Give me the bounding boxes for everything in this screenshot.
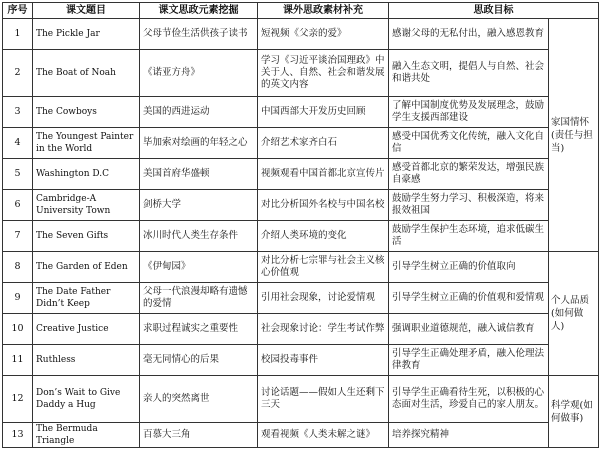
ideological-goal: 强调职业道德规范，融入诚信教育 bbox=[389, 314, 549, 345]
ideological-goal: 融入生态文明，提倡人与自然、社会和谐共处 bbox=[389, 50, 549, 97]
table-row bbox=[3, 376, 599, 423]
lesson-title: Ruthless bbox=[33, 345, 140, 376]
extra-material: 讨论话题——假如人生还剩下三天 bbox=[258, 376, 389, 423]
table-row bbox=[3, 50, 599, 97]
lesson-element: 冰川时代人类生存条件 bbox=[140, 221, 258, 252]
extra-material: 介绍艺术家齐白石 bbox=[258, 128, 389, 159]
table-row bbox=[3, 314, 599, 345]
row-number: 4 bbox=[3, 128, 33, 159]
extra-material: 观看视频《人类未解之谜》 bbox=[258, 423, 389, 448]
lesson-title: The Pickle Jar bbox=[33, 19, 140, 50]
ideological-goal: 感受首都北京的繁荣发达，增强民族自豪感 bbox=[389, 159, 549, 190]
row-number: 3 bbox=[3, 97, 33, 128]
header-material: 课外思政素材补充 bbox=[258, 3, 389, 19]
lesson-element: 百慕大三角 bbox=[140, 423, 258, 448]
extra-material: 中国西部大开发历史回顾 bbox=[258, 97, 389, 128]
lesson-title: Creative Justice bbox=[33, 314, 140, 345]
table-row bbox=[3, 19, 599, 50]
lesson-element: 剑桥大学 bbox=[140, 190, 258, 221]
header-row bbox=[3, 3, 599, 19]
header-title: 课文题目 bbox=[33, 3, 140, 19]
category-scientific-view: 科学观(如何做事) bbox=[549, 376, 599, 448]
table-row bbox=[3, 159, 599, 190]
row-number: 10 bbox=[3, 314, 33, 345]
row-number: 8 bbox=[3, 252, 33, 283]
ideological-goal: 培养探究精神 bbox=[389, 423, 549, 448]
lesson-title: The Youngest Painter in the World bbox=[33, 128, 140, 159]
table-row bbox=[3, 345, 599, 376]
extra-material: 短视频《父亲的爱》 bbox=[258, 19, 389, 50]
row-number: 1 bbox=[3, 19, 33, 50]
ideological-goal: 引导学生树立正确的价值取向 bbox=[389, 252, 549, 283]
lesson-element: 《诺亚方舟》 bbox=[140, 50, 258, 97]
ideological-goal: 鼓励学生保护生态环境，追求低碳生活 bbox=[389, 221, 549, 252]
row-number: 11 bbox=[3, 345, 33, 376]
lesson-element: 求职过程诚实之重要性 bbox=[140, 314, 258, 345]
lesson-title: Don’s Wait to Give Daddy a Hug bbox=[33, 376, 140, 423]
category-patriotism: 家国情怀(责任与担当) bbox=[549, 19, 599, 252]
ideological-goal: 引导学生树立正确的价值观和爱情观 bbox=[389, 283, 549, 314]
ideological-goal: 引导学生正确看待生死，以积极的心态面对生活，珍爱自己的家人朋友。 bbox=[389, 376, 549, 423]
lesson-element: 美国的西进运动 bbox=[140, 97, 258, 128]
ideological-goal: 引导学生正确处理矛盾，融入伦理法律教育 bbox=[389, 345, 549, 376]
extra-material: 引用社会现象，讨论爱情观 bbox=[258, 283, 389, 314]
table-row bbox=[3, 423, 599, 448]
header-element: 课文思政元素挖掘 bbox=[140, 3, 258, 19]
table-row bbox=[3, 97, 599, 128]
lesson-title: Cambridge-A University Town bbox=[33, 190, 140, 221]
lesson-title: The Bermuda Triangle bbox=[33, 423, 140, 448]
lesson-title: The Garden of Eden bbox=[33, 252, 140, 283]
extra-material: 学习《习近平谈治国理政》中关于人、自然、社会和谐发展的英文内容 bbox=[258, 50, 389, 97]
lesson-element: 父母节俭生活供孩子读书 bbox=[140, 19, 258, 50]
table-row bbox=[3, 190, 599, 221]
lesson-title: Washington D.C bbox=[33, 159, 140, 190]
row-number: 5 bbox=[3, 159, 33, 190]
row-number: 9 bbox=[3, 283, 33, 314]
row-number: 2 bbox=[3, 50, 33, 97]
table-row bbox=[3, 283, 599, 314]
table-row bbox=[3, 128, 599, 159]
lesson-element: 毫无同情心的后果 bbox=[140, 345, 258, 376]
lesson-title: The Date Father Didn’t Keep bbox=[33, 283, 140, 314]
extra-material: 对比分析国外名校与中国名校 bbox=[258, 190, 389, 221]
ideological-goal: 鼓励学生努力学习、积极深造，将来报效祖国 bbox=[389, 190, 549, 221]
row-number: 13 bbox=[3, 423, 33, 448]
lesson-element: 亲人的突然离世 bbox=[140, 376, 258, 423]
extra-material: 校园投毒事件 bbox=[258, 345, 389, 376]
extra-material: 介绍人类环境的变化 bbox=[258, 221, 389, 252]
ideological-goal: 感谢父母的无私付出，融入感恩教育 bbox=[389, 19, 549, 50]
lesson-title: The Boat of Noah bbox=[33, 50, 140, 97]
extra-material: 社会现象讨论：学生考试作弊 bbox=[258, 314, 389, 345]
table-row bbox=[3, 221, 599, 252]
document-page bbox=[2, 2, 599, 448]
lesson-element: 父母一代浪漫却略有遗憾的爱情 bbox=[140, 283, 258, 314]
lesson-element: 美国首府华盛顿 bbox=[140, 159, 258, 190]
ideological-curriculum-table bbox=[2, 2, 599, 448]
header-goal: 思政目标 bbox=[389, 3, 599, 19]
category-personal-quality: 个人品质(如何做人) bbox=[549, 252, 599, 376]
lesson-title: The Seven Gifts bbox=[33, 221, 140, 252]
row-number: 6 bbox=[3, 190, 33, 221]
lesson-title: The Cowboys bbox=[33, 97, 140, 128]
row-number: 12 bbox=[3, 376, 33, 423]
row-number: 7 bbox=[3, 221, 33, 252]
lesson-element: 毕加索对绘画的年轻之心 bbox=[140, 128, 258, 159]
extra-material: 对比分析七宗罪与社会主义核心价值观 bbox=[258, 252, 389, 283]
lesson-element: 《伊甸园》 bbox=[140, 252, 258, 283]
table-row bbox=[3, 252, 599, 283]
header-no: 序号 bbox=[3, 3, 33, 19]
ideological-goal: 了解中国制度优势及发展理念，鼓励学生支援西部建设 bbox=[389, 97, 549, 128]
ideological-goal: 感受中国优秀文化传统，融入文化自信 bbox=[389, 128, 549, 159]
extra-material: 视频观看中国首都北京宣传片 bbox=[258, 159, 389, 190]
